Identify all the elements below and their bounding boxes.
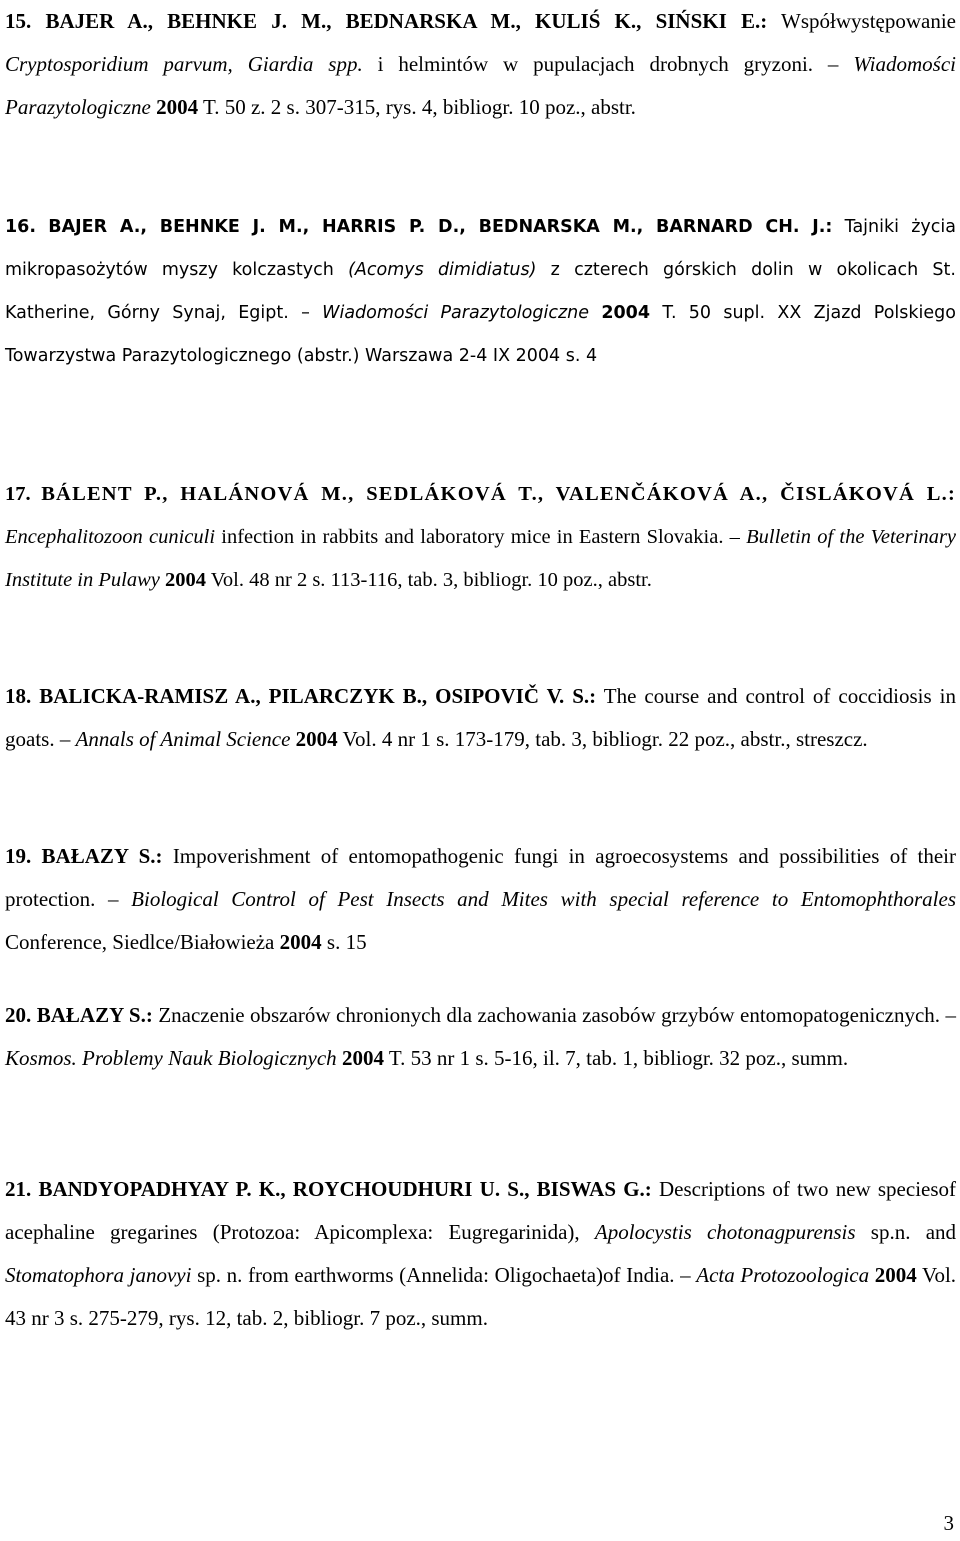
bibliography-entry-18 <box>5 675 956 761</box>
entry-title-species-2: Stomatophora janovyi <box>5 1263 192 1287</box>
entry-authors: BAJER A., BEHNKE J. M., HARRIS P. D., BEDNARSKA M., BARNARD CH. J.: <box>48 217 833 237</box>
entry-details: s. 15 <box>326 930 367 954</box>
entry-title-species: (Acomys dimidiatus) <box>348 260 537 280</box>
bibliography-entry-21 <box>5 1168 956 1340</box>
entry-details: Vol. 4 nr 1 s. 173-179, tab. 3, bibliogr. 22 poz., abstr., streszcz. <box>342 727 868 751</box>
entry-title-rest: infection in rabbits and laboratory mice in Eastern Slovakia. – <box>221 526 740 548</box>
entry-year: 2004 <box>165 569 206 591</box>
entry-journal: Wiadomości Parazytologiczne <box>322 303 590 323</box>
entry-title-rest: sp.n. and <box>870 1220 957 1244</box>
entry-journal: Kosmos. Problemy Nauk Biologicznych <box>5 1046 337 1070</box>
entry-authors: BAJER A., BEHNKE J. M., BEDNARSKA M., KULIŚ K., SIŃSKI E.: <box>45 9 768 33</box>
entry-title-species: Encephalitozoon cuniculi <box>5 526 216 548</box>
entry-title: Znaczenie obszarów chronionych dla zachowania zasobów grzybów entomopatogenicznych. – <box>158 1003 956 1027</box>
entry-year: 2004 <box>295 727 338 751</box>
page-number: 3 <box>943 1511 954 1535</box>
entry-authors: BALICKA-RAMISZ A., PILARCZYK B., OSIPOVIČ V. S.: <box>39 684 597 708</box>
entry-number: 20. <box>5 1003 32 1027</box>
entry-journal: Wiadomości Parazytologiczne <box>5 52 956 119</box>
entry-journal: Annals of Animal Science <box>75 727 291 751</box>
entry-journal: Bulletin of the Veterinary Institute in Pulawy <box>5 526 957 591</box>
entry-authors: BAŁAZY S.: <box>36 1003 153 1027</box>
entry-title-species: Cryptosporidium parvum, Giardia spp. <box>5 52 363 76</box>
entry-number: 17. <box>5 483 31 505</box>
entry-authors: BANDYOPADHYAY P. K., ROYCHOUDHURI U. S., BISWAS G.: <box>38 1177 652 1201</box>
entry-number: 18. <box>5 684 32 708</box>
entry-journal-suffix: Conference, Siedlce/Białowieża <box>5 930 275 954</box>
entry-number: 19. <box>5 844 32 868</box>
entry-details: Vol. 48 nr 2 s. 113-116, tab. 3, bibliogr. 10 poz., abstr. <box>210 569 652 591</box>
entry-title-rest: z czterech górskich dolin w okolicach St. Katherine, Górny Synaj, Egipt. – <box>5 260 956 323</box>
entry-journal: Acta Protozoologica <box>696 1263 870 1287</box>
entry-title: Tajniki życia mikropasożytów myszy kolczastych <box>5 217 956 280</box>
bibliography-entry-19 <box>5 835 956 964</box>
entry-year: 2004 <box>156 95 199 119</box>
entry-title-species: Apolocystis chotonagpurensis <box>594 1220 856 1244</box>
bibliography-entry-17 <box>5 473 956 602</box>
entry-title-rest-2: sp. n. from earthworms (Annelida: Oligochaeta)of India. – <box>197 1263 691 1287</box>
entry-authors: BAŁAZY S.: <box>41 844 163 868</box>
entry-title: Współwystępowanie <box>781 9 956 33</box>
entry-details: T. 50 z. 2 s. 307-315, rys. 4, bibliogr. 10 poz., abstr. <box>202 95 636 119</box>
entry-year: 2004 <box>601 303 651 323</box>
entry-number: 15. <box>5 9 32 33</box>
bibliography-entry-20 <box>5 994 956 1080</box>
entry-number: 21. <box>5 1177 32 1201</box>
entry-details: T. 50 supl. XX Zjazd Polskiego Towarzystwa Parazytologicznego (abstr.) Warszawa 2-4 IX 2004 s. 4 <box>5 303 956 366</box>
entry-title: Descriptions of two new speciesof acephaline gregarines (Protozoa: Apicomplexa: Eugregarinida), <box>5 1177 957 1244</box>
entry-title: Impoverishment of entomopathogenic fungi in agroecosystems and possibilities of their protection. – <box>5 844 956 911</box>
entry-authors: BÁLENT P., HALÁNOVÁ M., SEDLÁKOVÁ T., VALENČÁKOVÁ A., ČISLÁKOVÁ L.: <box>41 483 956 505</box>
entry-number: 16. <box>5 217 37 237</box>
bibliography-entry-16 <box>5 206 956 378</box>
entry-year: 2004 <box>279 930 322 954</box>
entry-title-rest: i helmintów w pupulacjach drobnych gryzoni. – <box>377 52 839 76</box>
entry-title: The course and control of coccidiosis in goats. – <box>5 684 956 751</box>
entry-details: Vol. 43 nr 3 s. 275-279, rys. 12, tab. 2, bibliogr. 7 poz., summ. <box>5 1263 957 1330</box>
entry-journal: Biological Control of Pest Insects and Mites with special reference to Entomophthorales <box>131 887 957 911</box>
entry-details: T. 53 nr 1 s. 5-16, il. 7, tab. 1, bibliogr. 32 poz., summ. <box>388 1046 849 1070</box>
entry-year: 2004 <box>341 1046 384 1070</box>
bibliography-entry-15 <box>5 0 956 129</box>
entry-year: 2004 <box>874 1263 917 1287</box>
